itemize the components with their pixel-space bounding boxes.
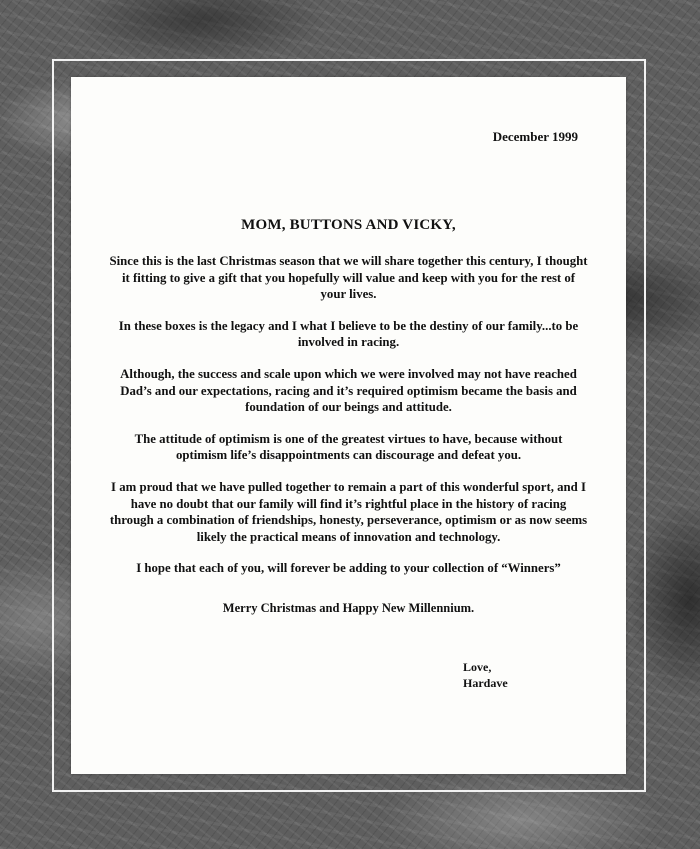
letter-signoff: Love, <box>463 660 492 674</box>
letter-body <box>109 253 588 592</box>
letter-salutation: MOM, BUTTONS AND VICKY, <box>241 217 456 233</box>
letter-paragraph: The attitude of optimism is one of the greatest virtues to have, because without optimism life’s disappointments can discourage and defeat you. <box>134 431 563 463</box>
letter-signature: Hardave <box>463 676 508 690</box>
letter-date: December 1999 <box>492 129 578 144</box>
letter-signoff-block <box>463 659 508 691</box>
letter-paragraph: Since this is the last Christmas season that we will share together this century, I thought it fitting to give a gift that you hopefully will value and keep with you for the rest of your lives. <box>109 254 588 302</box>
letter-paragraph: In these boxes is the legacy and I what I believe to be the destiny of our family...to be involved in racing. <box>118 318 579 350</box>
letter-paper <box>71 77 626 774</box>
letter-closing: Merry Christmas and Happy New Millennium. <box>222 601 475 615</box>
letter-paragraph: I hope that each of you, will forever be adding to your collection of “Winners” <box>136 561 561 576</box>
letter-paragraph: I am proud that we have pulled together to remain a part of this wonderful sport, and I have no doubt that our family will find it’s rightful place in the history of racing through a combination of friendships, honesty, perseverance, optimism or as now seems likely the practical means of innovation and technology. <box>109 479 588 544</box>
letter-paragraph: Although, the success and scale upon which we were involved may not have reached Dad’s and our expectations, racing and it’s required optimism became the basis and foundation of our beings and attitude. <box>120 366 577 415</box>
